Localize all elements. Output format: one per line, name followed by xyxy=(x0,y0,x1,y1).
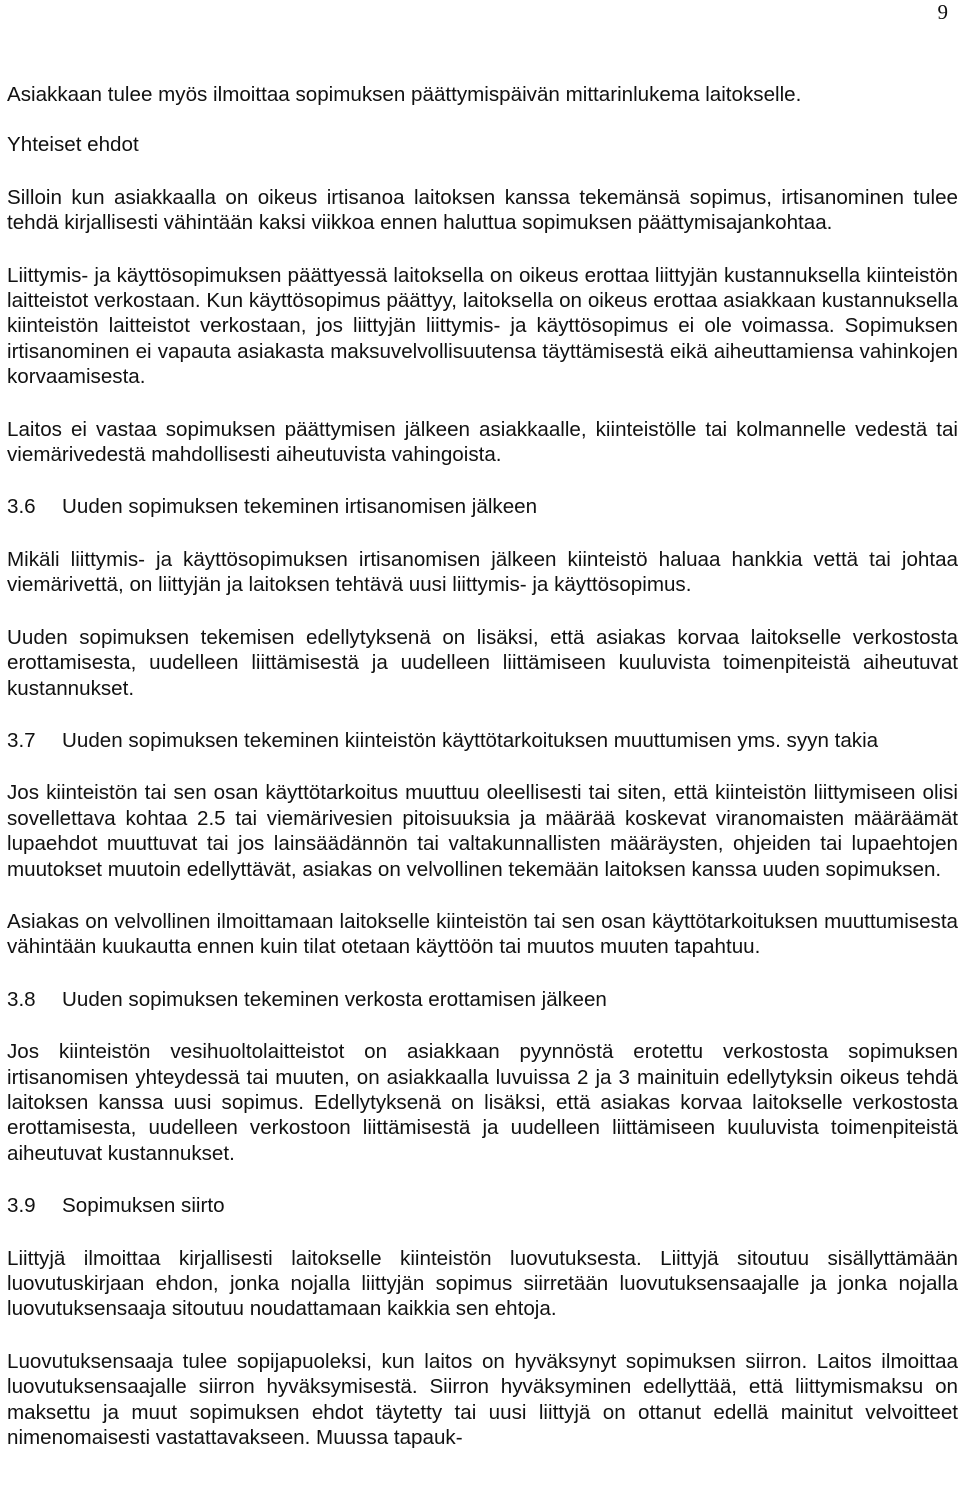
section-heading-3-7 xyxy=(7,728,958,753)
section-heading-3-8 xyxy=(7,987,958,1012)
paragraph: Luovutuksensaaja tulee sopijapuoleksi, kun laitos on hyväksynyt sopimuksen siirron. Laitos ilmoittaa luovutuksensaajalle siirron hyväksymisestä. Siirron hyväksyminen edellyttää, että liittymismaksu on maksettu ja muut sopimuksen ehdot täytetty tai uusi liittyjä on ottanut edellä mainitut velvoitteet nimenomaisesti vastattavakseen. Muussa tapauk- xyxy=(7,1349,958,1450)
section-number: 3.9 xyxy=(7,1194,36,1218)
section-title: Sopimuksen siirto xyxy=(62,1194,225,1218)
page-number: 9 xyxy=(937,0,948,24)
section-number: 3.6 xyxy=(7,495,36,519)
paragraph: Laitos ei vastaa sopimuksen päättymisen jälkeen asiakkaalle, kiinteistölle tai kolmannelle vedestä tai viemärivedestä mahdollisesti aiheutuvista vahingoista. xyxy=(7,417,958,467)
section-heading-3-9 xyxy=(7,1193,958,1218)
paragraph: Mikäli liittymis- ja käyttösopimuksen irtisanomisen jälkeen kiinteistö haluaa hankkia vettä tai johtaa viemärivettä, on liittyjän ja laitoksen tehtävä uusi liittymis- ja käyttösopimus. xyxy=(7,547,958,597)
paragraph: Liittymis- ja käyttösopimuksen päättyessä laitoksella on oikeus erottaa liittyjän kustannuksella kiinteistön laitteistot verkostaan. Kun käyttösopimus päättyy, laitoksella on oikeus erottaa asiakkaan kustannuksella kiinteistön laitteistot verkostaan, jos liittyjän liittymis- ja käyttösopimus ei ole voimassa. Sopimuksen irtisanominen ei vapauta asiakasta maksuvelvollisuutensa täyttämisestä eikä aiheuttamiensa vahinkojen korvaamisesta. xyxy=(7,263,958,389)
section-subtitle: Yhteiset ehdot xyxy=(7,133,139,157)
section-title: Uuden sopimuksen tekeminen irtisanomisen jälkeen xyxy=(62,495,538,519)
section-title: Uuden sopimuksen tekeminen verkosta erottamisen jälkeen xyxy=(62,987,607,1011)
paragraph: Silloin kun asiakkaalla on oikeus irtisanoa laitoksen kanssa tekemänsä sopimus, irtisanominen tulee tehdä kirjallisesti vähintään kaksi viikkoa ennen haluttua sopimuksen päättymisajankohtaa. xyxy=(7,185,958,235)
paragraph: Jos kiinteistön tai sen osan käyttötarkoitus muuttuu oleellisesti tai siten, että kiinteistön liittymiseen olisi sovellettava kohtaa 2.5 tai viemärivesien pitoisuuksia ja määrää koskevat viranomaisten määräämät lupaehdot muuttuvat tai jos lainsäädännön tai valtakunnallisten määräysten, ohjeiden tai lupaehtojen muutokset muutoin edellyttävät, asiakas on velvollinen tekemään laitoksen kanssa uuden sopimuksen. xyxy=(7,781,958,881)
paragraph: Liittyjä ilmoittaa kirjallisesti laitokselle kiinteistön luovutuksesta. Liittyjä sitoutuu sisällyttämään luovutuskirjaan ehdon, jonka nojalla liittyjän sopimus siirretään luovutuksensaajalle ja jonka nojalla luovutuksensaaja sitoutuu noudattamaan kaikkia sen ehtoja. xyxy=(7,1246,958,1321)
section-title: Uuden sopimuksen tekeminen kiinteistön käyttötarkoituksen muuttumisen yms. syyn takia xyxy=(62,728,879,752)
paragraph: Asiakas on velvollinen ilmoittamaan laitokselle kiinteistön tai sen osan käyttötarkoituksen muuttumisesta vähintään kuukautta ennen kuin tilat otetaan käyttöön tai muutos muuten tapahtuu. xyxy=(7,909,958,959)
section-heading-3-6 xyxy=(7,494,958,519)
paragraph: Uuden sopimuksen tekemisen edellytyksenä on lisäksi, että asiakas korvaa laitokselle verkostosta erottamisesta, uudelleen liittämisestä ja uudelleen liittämiseen kuuluvista toimenpiteistä aiheutuvat kustannukset. xyxy=(7,625,958,700)
paragraph: Jos kiinteistön vesihuoltolaitteistot on asiakkaan pyynnöstä erotettu verkostosta sopimuksen irtisanomisen yhteydessä tai muuten, on asiakkaalla luvuissa 2 ja 3 mainituin edellytyksin oikeus tehdä laitoksen kanssa uusi sopimus. Edellytyksenä on lisäksi, että asiakas korvaa laitokselle verkostosta erottamisesta, uudelleen verkostoon liittämisestä ja uudelleen liittämiseen kuuluvista toimenpiteistä aiheutuvat kustannukset. xyxy=(7,1040,958,1165)
paragraph: Asiakkaan tulee myös ilmoittaa sopimuksen päättymispäivän mittarinlukema laitokselle. xyxy=(7,83,802,106)
section-number: 3.8 xyxy=(7,987,36,1011)
section-number: 3.7 xyxy=(7,728,36,752)
document-body xyxy=(7,82,958,1450)
